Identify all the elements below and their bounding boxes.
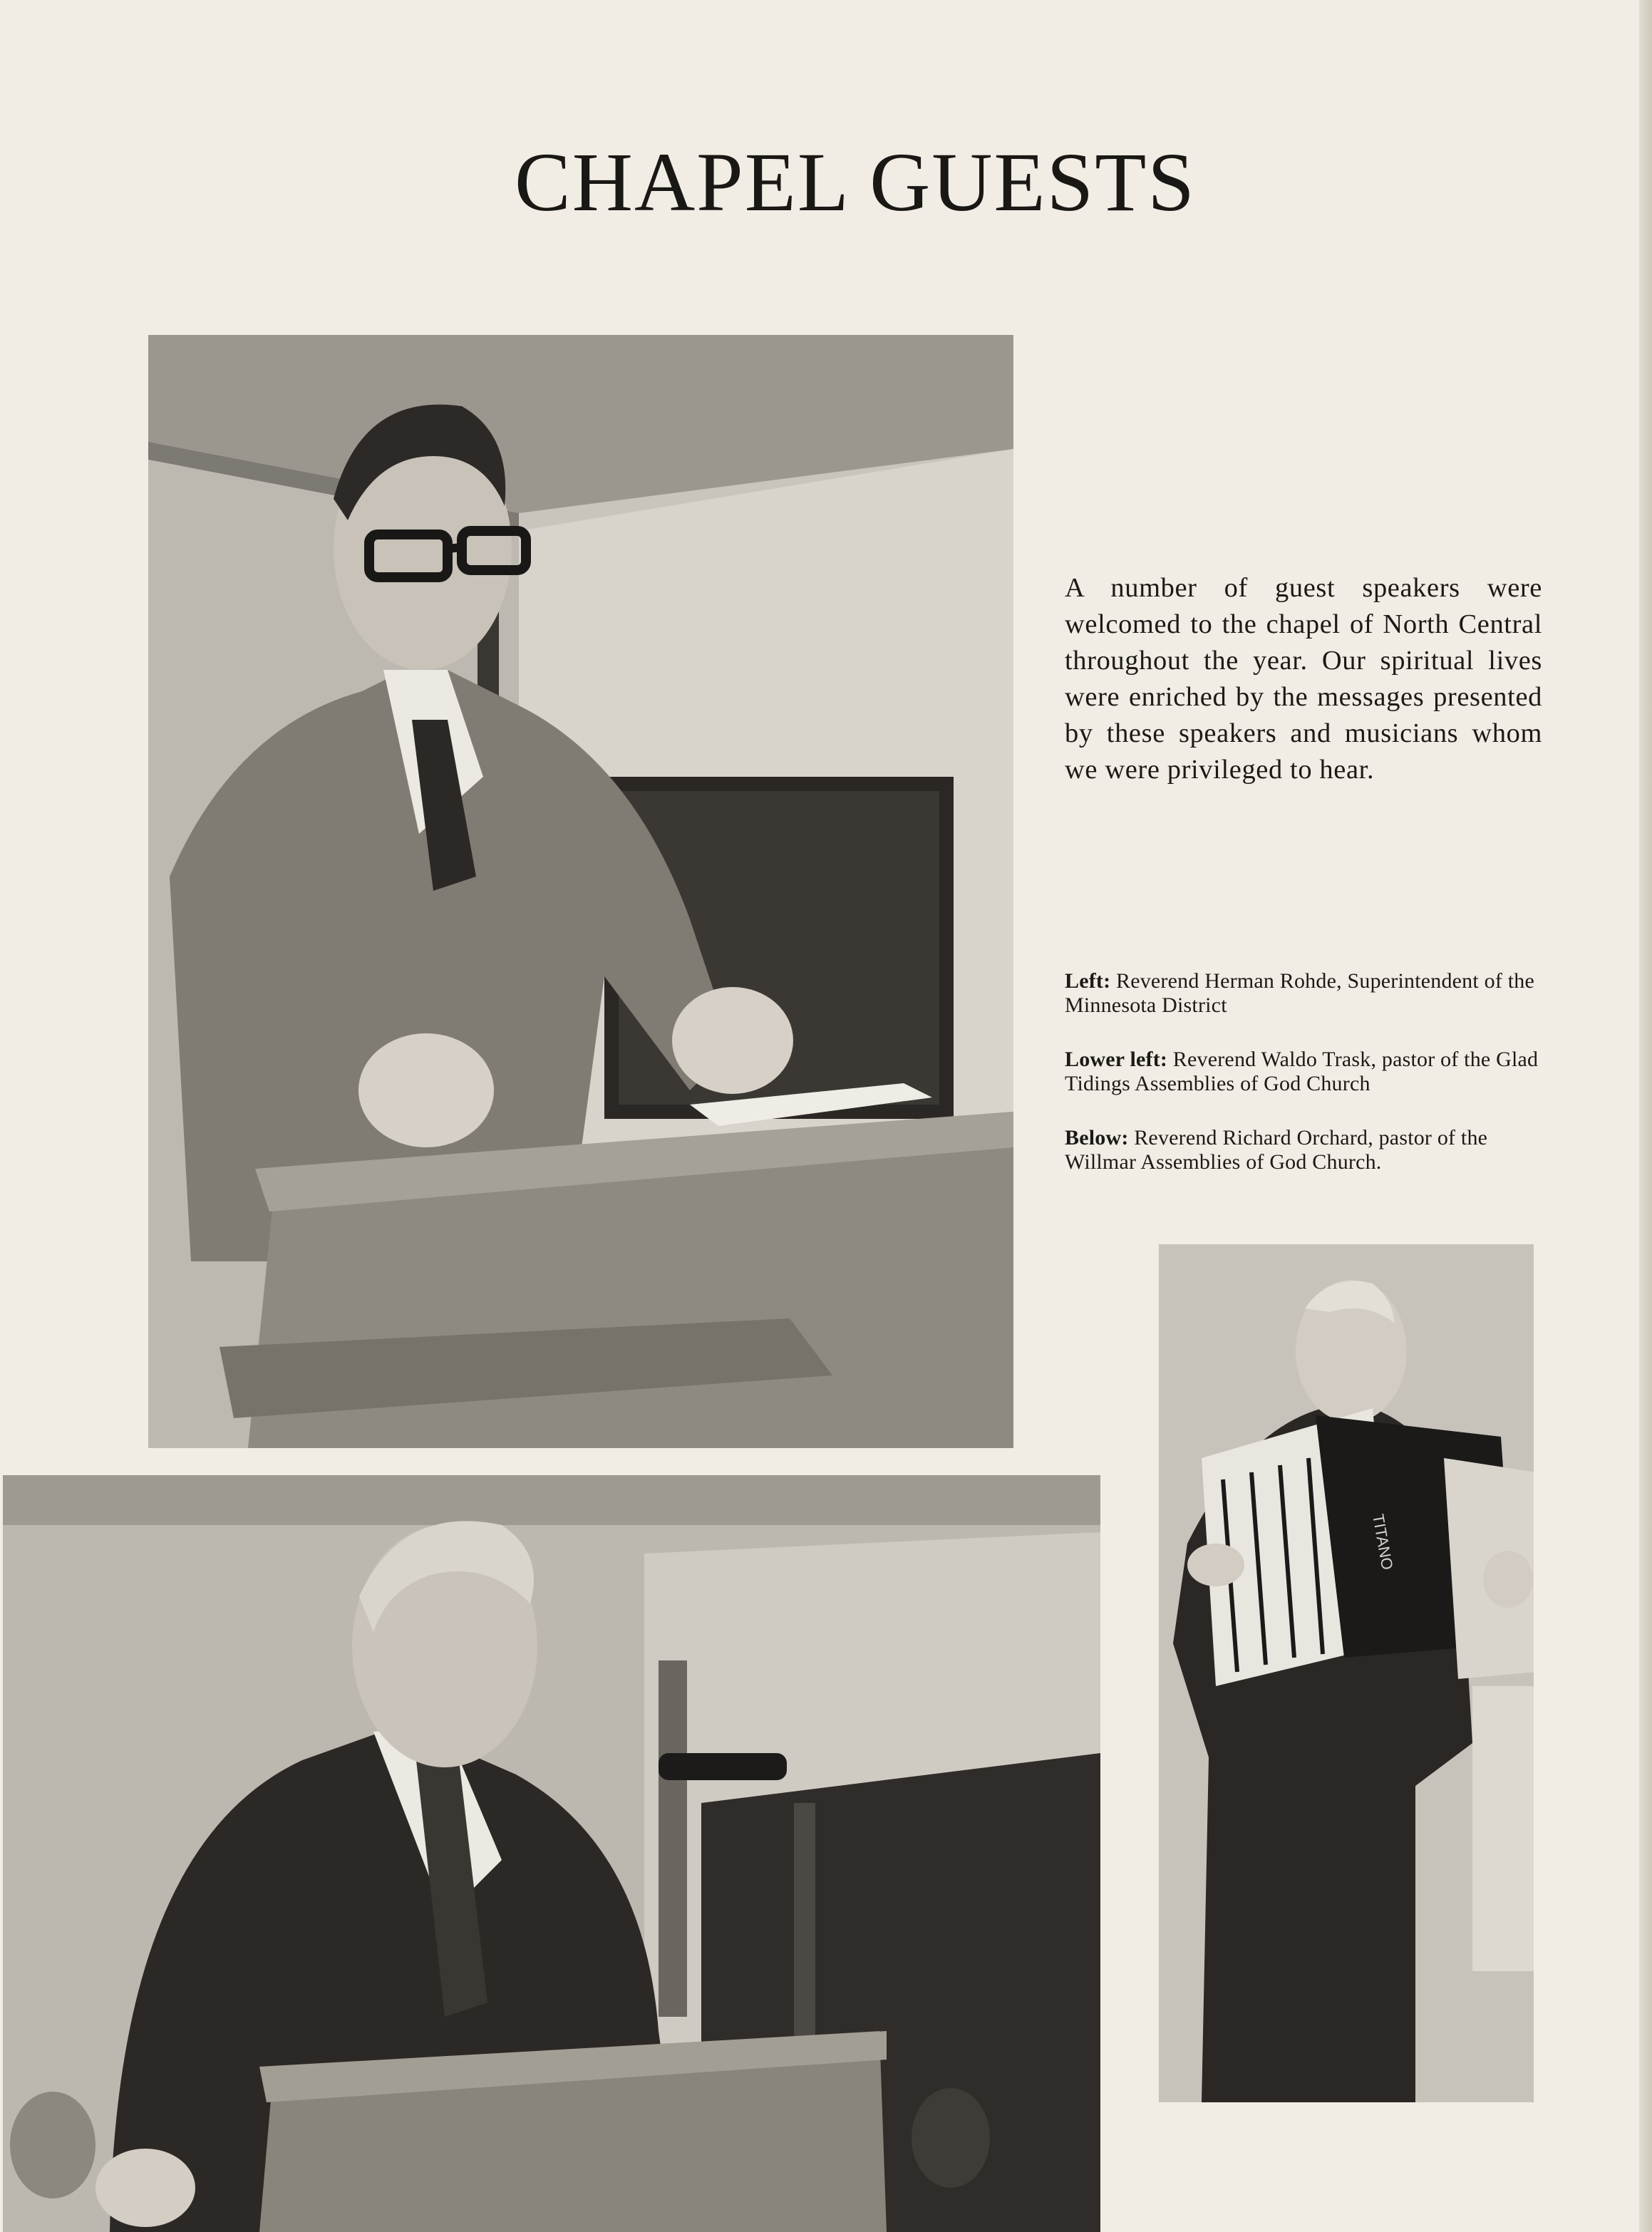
- photo-herman-rohde: [148, 335, 1013, 1448]
- caption-below-text: Reverend Richard Orchard, pastor of the Willmar Assemblies of God Church.: [1065, 1126, 1488, 1174]
- accordion-brand-text: TITANO: [1369, 1512, 1397, 1571]
- photo-rohde-illustration: [148, 335, 1013, 1448]
- caption-below: [1065, 1126, 1542, 1174]
- caption-left: [1065, 969, 1542, 1018]
- page-title: CHAPEL GUESTS: [515, 135, 1196, 229]
- photo-trask-illustration: [3, 1475, 1100, 2232]
- photo-orchard-illustration: [1159, 1244, 1534, 2102]
- photo-waldo-trask: [3, 1475, 1100, 2232]
- intro-paragraph: A number of guest speakers were welcomed to the chapel of North Central throughout the year. Our spiritual lives were enriched by the messages presented by these speakers and musicians whom we were privileged to hear.: [1065, 573, 1542, 785]
- photo-richard-orchard: [1159, 1244, 1534, 2102]
- caption-lower-left-text: Reverend Waldo Trask, pastor of the Glad Tidings Assemblies of God Church: [1065, 1048, 1539, 1095]
- caption-left-text: Reverend Herman Rohde, Superintendent of the Minnesota District: [1065, 969, 1534, 1017]
- caption-left-label: Left:: [1065, 969, 1111, 993]
- caption-lower-left-label: Lower left:: [1065, 1048, 1168, 1071]
- photo-captions: [1065, 969, 1542, 1204]
- caption-lower-left: [1065, 1048, 1542, 1096]
- caption-below-label: Below:: [1065, 1126, 1129, 1149]
- page-edge: [1639, 0, 1652, 2232]
